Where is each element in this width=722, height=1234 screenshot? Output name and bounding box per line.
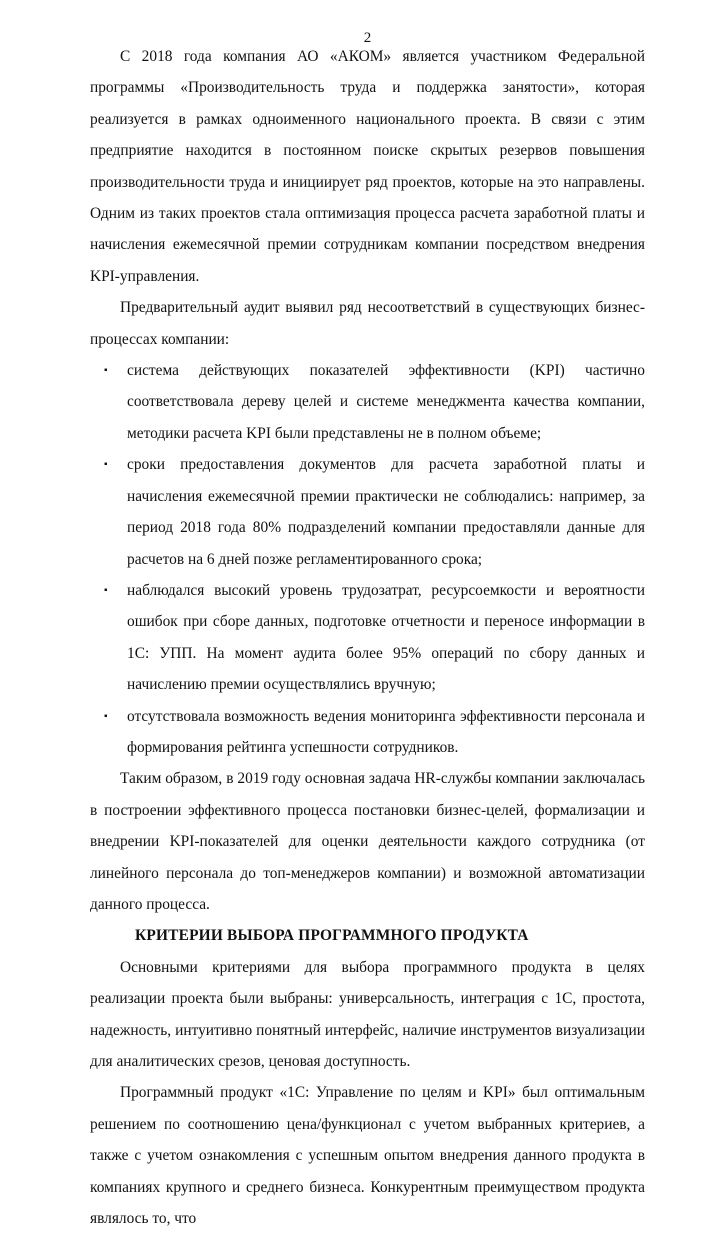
page-number: 2 (363, 30, 372, 46)
bullet-icon: ▪ (104, 365, 108, 377)
conclusion-paragraph: Таким образом, в 2019 году основная задача HR-службы компании заключалась в построении эффективного процесса постановки бизнес-целей, формализации и внедрении KPI-показателей для оценки деятельности каждого сотрудника (от линейного персонала до топ-менеджеров компании) и возможной автоматизации данного процесса. (90, 770, 645, 913)
list-item-text: наблюдался высокий уровень трудозатрат, ресурсоемкости и вероятности ошибок при сборе данных, подготовке отчетности и переносе информации в 1С: УПП. На момент аудита более 95% операций по сбору данных и начислению премии осуществлялись вручную; (127, 581, 645, 694)
list-item (90, 355, 645, 449)
intro-paragraph: С 2018 года компания АО «АКОМ» является участником Федеральной программы «Производительность труда и поддержка занятости», которая реализуется в рамках одноименного национального проекта. В связи с этим предприятие находится в постоянном поиске скрытых резервов повышения производительности труда и инициирует ряд проектов, которые на это направлены. Одним из таких проектов стала оптимизация процесса расчета заработной платы и начисления ежемесячной премии сотрудникам компании посредством внедрения KPI-управления. (90, 48, 645, 285)
bullet-icon: ▪ (104, 459, 108, 471)
list-item (90, 449, 645, 575)
bullet-icon: ▪ (104, 584, 108, 596)
bullet-icon: ▪ (104, 710, 108, 722)
list-item (90, 701, 645, 764)
body-text (90, 41, 645, 1234)
audit-findings-list (90, 355, 645, 763)
list-item (90, 575, 645, 701)
list-item-text: сроки предоставления документов для расчета заработной платы и начисления ежемесячной премии практически не соблюдались: например, за период 2018 года 80% подразделений компании предоставляли данные для расчетов на 6 дней позже регламентированного срока; (127, 456, 645, 568)
criteria-paragraph: Основными критериями для выбора программного продукта в целях реализации проекта были выбраны: универсальность, интеграция с 1С, простота, надежность, интуитивно понятный интерфейс, наличие инструментов визуализации для аналитических срезов, ценовая доступность. (90, 958, 645, 1070)
section-heading: КРИТЕРИИ ВЫБОРА ПРОГРАММНОГО ПРОДУКТА (135, 927, 529, 945)
product-paragraph: Программный продукт «1С: Управление по целям и KPI» был оптимальным решением по соотношению цена/функционал с учетом выбранных критериев, а также с учетом ознакомления с успешным опытом внедрения данного продукта в компаниях крупного и среднего бизнеса. Конкурентным преимуществом продукта являлось то, что (90, 1084, 645, 1228)
list-item-text: отсутствовала возможность ведения мониторинга эффективности персонала и формирования рейтинга успешности сотрудников. (127, 707, 645, 756)
list-item-text: система действующих показателей эффективности (KPI) частично соответствовала дереву целей и системе менеджмента качества компании, методики расчета KPI были представлены не в полном объеме; (127, 362, 645, 442)
audit-intro-paragraph: Предварительный аудит выявил ряд несоответствий в существующих бизнес-процессах компании: (90, 299, 645, 348)
